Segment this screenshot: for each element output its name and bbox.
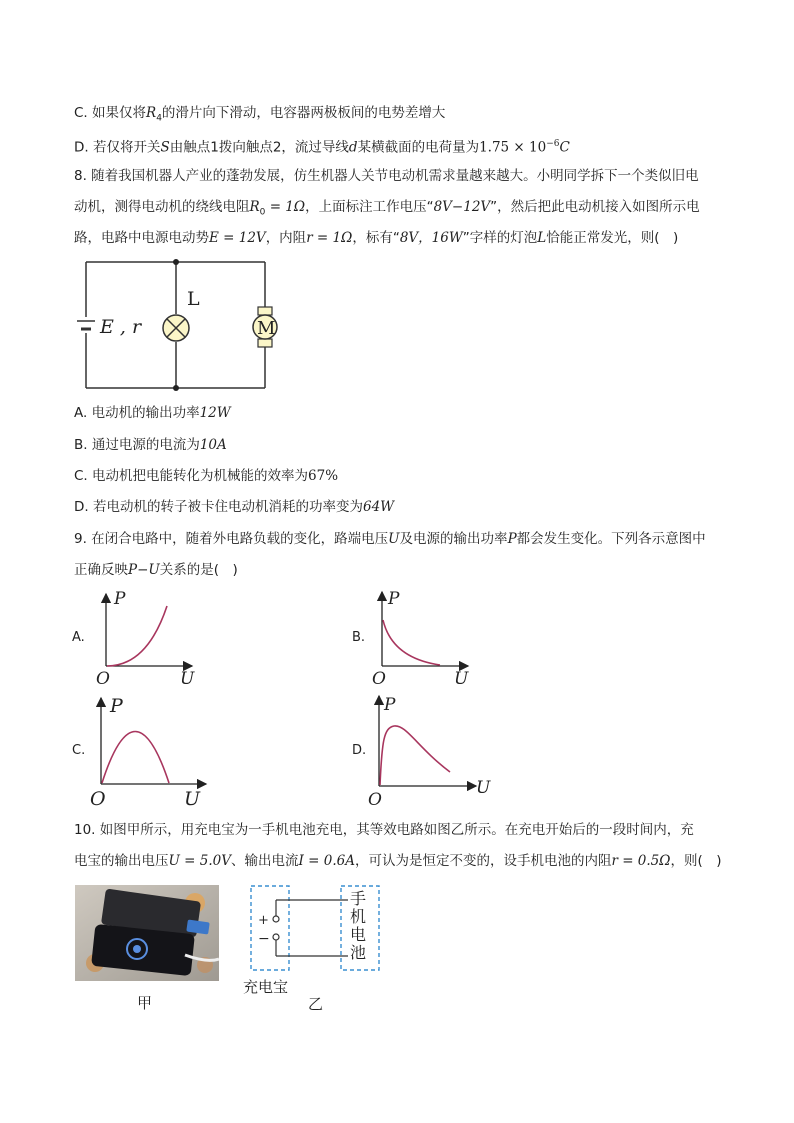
source-label: E , r — [100, 316, 142, 338]
charging-photo — [75, 885, 219, 981]
figure-jia-caption: 甲 — [137, 994, 153, 1012]
graph-b-curve — [383, 620, 440, 665]
phone-char-2: 机 — [350, 907, 367, 926]
terminal-minus — [273, 934, 279, 940]
graph-d-y-label: P — [384, 695, 396, 715]
graph-c-x-label: U — [184, 788, 201, 810]
phone-char-3: 电 — [350, 925, 367, 944]
plus-sign: + — [258, 913, 269, 928]
graph-b-y-label: P — [388, 589, 400, 609]
charger-caption: 充电宝 — [243, 978, 289, 996]
q9-graph-c-label: C. — [72, 743, 86, 758]
q9-stem-line1: 9. 在闭合电路中，随着外电路负载的变化，路端电压U及电源的输出功率P都会发生变化。下列各示意图中 — [74, 531, 706, 547]
q8-stem-line2: 动机，测得电动机的绕线电阻$R_0 = 1\Omega$，上面标注工作电压“8V−12V”，然后把此电动机接入如图所示电 — [74, 199, 700, 218]
junction-top — [173, 259, 179, 265]
q9-graph-d-label: D. — [352, 743, 367, 758]
junction-bottom — [173, 385, 179, 391]
q8-stem-line3: 路，电路中电源电动势E = 12V，内阻r = 1Ω，标有“8V，16W”字样的灯泡L恰能正常发光，则( ) — [74, 230, 679, 246]
graph-a-curve — [107, 606, 167, 666]
phone-char-1: 手 — [350, 889, 367, 908]
graph-b-x-label: U — [454, 669, 469, 686]
charger-box — [251, 886, 289, 970]
graph-c-y-label: P — [110, 695, 123, 717]
graph-a-x-label: U — [180, 669, 195, 688]
motor-brush-top — [258, 307, 272, 315]
graph-d-curve — [380, 726, 450, 785]
equivalent-circuit-diagram — [240, 882, 390, 978]
q8-option-a: A. 电动机的输出功率12W — [74, 405, 231, 421]
motor-label: M — [257, 318, 276, 339]
q9-stem-line2: 正确反映P−U关系的是( ) — [74, 562, 238, 578]
q7-option-d: D. 若仅将开关S由触点1拨向触点2，流过导线d某横截面的电荷量为$1.75 \times 10^{-6}C$ — [74, 139, 570, 156]
phone-char-4: 池 — [350, 943, 367, 962]
graph-c-origin: O — [90, 788, 106, 810]
q8-option-b: B. 通过电源的电流为10A — [74, 437, 227, 453]
q10-stem-line1: 10. 如图甲所示，用充电宝为一手机电池充电，其等效电路如图乙所示。在充电开始后的一段时间内，充 — [74, 822, 694, 838]
q8-option-c: C. 电动机把电能转化为机械能的效率为67% — [74, 468, 339, 484]
q9-graph-b-label: B. — [352, 630, 366, 645]
figure-yi-caption: 乙 — [308, 995, 324, 1013]
graph-d-x-label: U — [476, 778, 491, 798]
motor-brush-bottom — [258, 339, 272, 347]
q9-graph-c — [88, 692, 218, 810]
q9-graph-a — [92, 588, 202, 688]
terminal-plus — [273, 916, 279, 922]
graph-b-origin: O — [372, 669, 386, 686]
graph-a-y-label: P — [114, 589, 126, 609]
lamp-label: L — [187, 288, 200, 310]
q8-circuit-diagram — [70, 255, 290, 395]
graph-c-curve — [102, 732, 169, 784]
q7-option-c: C. 如果仅将$R_4$的滑片向下滑动，电容器两极板间的电势差增大 — [74, 105, 446, 124]
graph-a-origin: O — [96, 669, 110, 688]
q9-graph-a-label: A. — [72, 630, 85, 645]
q10-stem-line2: 电宝的输出电压U = 5.0V、输出电流I = 0.6A，可认为是恒定不变的，设手机电池的内阻r = 0.5Ω，则( ) — [74, 853, 722, 869]
q8-stem-line1: 8. 随着我国机器人产业的蓬勃发展，仿生机器人关节电动机需求量越来越大。小明同学拆下一个类似旧电 — [74, 168, 699, 184]
q9-graph-b — [370, 586, 480, 686]
graph-d-origin: O — [368, 790, 382, 808]
q9-graph-d — [366, 690, 496, 808]
minus-sign: − — [258, 931, 270, 947]
q8-option-d: D. 若电动机的转子被卡住电动机消耗的功率变为64W — [74, 499, 395, 515]
